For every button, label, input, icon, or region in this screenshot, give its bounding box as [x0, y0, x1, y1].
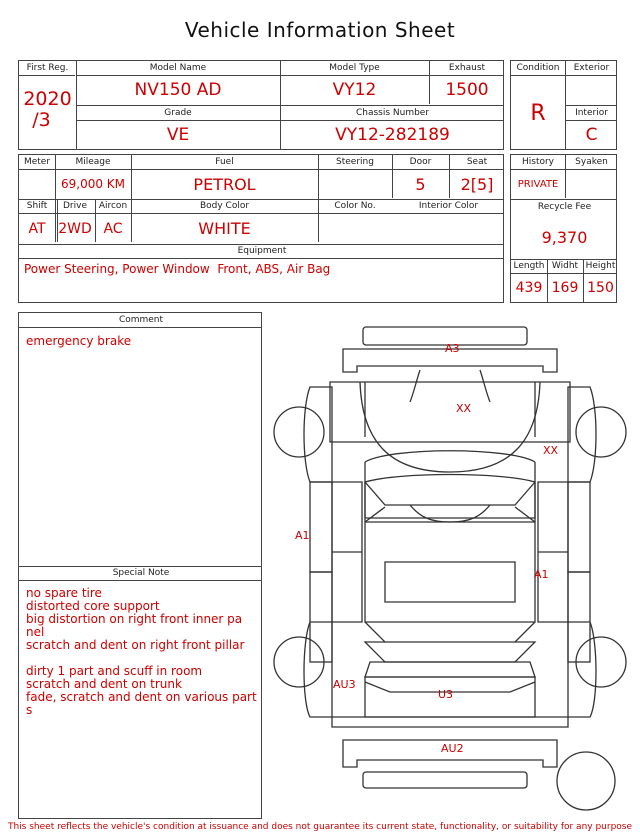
equipment-label: Equipment	[237, 246, 287, 256]
chassis-label: Chassis Number	[355, 107, 430, 118]
mark-front-bumper: A3	[445, 342, 460, 355]
details-table	[18, 154, 504, 303]
interior-grade: C	[585, 125, 598, 145]
body-color: WHITE	[198, 219, 251, 238]
drive-label: Drive	[63, 201, 87, 211]
shift: AT	[28, 220, 46, 237]
recycle-fee-label: Recycle Fee	[537, 202, 592, 212]
special-note-text: no spare tire distorted core support big distortion on right front inner pa nel scratch and dent on right front pillar dirty 1 part and scuff in room scratch and dent on trunk fade, scratch and dent on various part s	[26, 586, 257, 717]
mileage: 69,000 KM	[60, 177, 126, 191]
first-reg-label: First Reg.	[26, 63, 69, 73]
model-type-label: Model Type	[329, 63, 380, 73]
interior-label: Interior	[575, 107, 608, 118]
mark-right-front-fender: XX	[543, 444, 559, 457]
shift-label: Shift	[26, 201, 48, 211]
condition-table	[510, 60, 617, 150]
notes-panel	[18, 312, 262, 819]
height-label: Height	[585, 261, 616, 271]
drive: 2WD	[58, 220, 92, 237]
vehicle-damage-diagram	[270, 322, 630, 822]
comment-label: Comment	[118, 315, 164, 325]
body-color-label: Body Color	[199, 201, 250, 211]
aircon: AC	[103, 220, 123, 237]
mark-hood: XX	[456, 402, 472, 415]
door-count: 5	[415, 174, 426, 194]
comment-text: emergency brake	[26, 334, 132, 348]
syaken-label: Syaken	[575, 157, 608, 167]
recycle-fee: 9,370	[541, 227, 588, 247]
color-no-label: Color No.	[334, 201, 376, 211]
condition-grade: R	[530, 100, 546, 126]
meter-label: Meter	[23, 157, 51, 167]
basic-info-table	[18, 60, 504, 150]
length: 439	[515, 280, 543, 296]
mark-trunk: U3	[438, 688, 454, 701]
first-reg-month: /3	[32, 109, 51, 131]
grade-label: Grade	[164, 107, 192, 118]
width: 169	[551, 280, 579, 296]
steering-label: Steering	[336, 157, 374, 167]
mark-rear-bumper: AU2	[441, 742, 464, 755]
seat-count: 2[5]	[460, 174, 494, 194]
exterior-grade	[565, 75, 618, 105]
length-label: Length	[513, 261, 545, 271]
special-note-label: Special Note	[112, 568, 170, 578]
height: 150	[587, 280, 614, 296]
history-table	[510, 154, 617, 303]
model-name: NV150 AD	[134, 80, 222, 100]
mark-right-side: A1	[534, 568, 549, 581]
disclaimer: This sheet reflects the vehicle's condition at issuance and does not guarantee its current state, functionality, or suitability for any purpose	[7, 822, 633, 832]
fuel: PETROL	[193, 174, 256, 194]
exhaust-label: Exhaust	[448, 63, 486, 73]
mark-left-rear-quarter: AU3	[333, 678, 356, 691]
first-reg-year: 2020	[23, 88, 72, 110]
model-name-label: Model Name	[149, 63, 207, 73]
chassis-number: VY12-282189	[335, 125, 450, 145]
seat-label: Seat	[466, 157, 488, 167]
door-label: Door	[409, 157, 432, 167]
width-label: Widht	[551, 261, 579, 271]
history-label: History	[521, 157, 555, 167]
aircon-label: Aircon	[98, 201, 128, 211]
mileage-label: Mileage	[75, 157, 111, 167]
mark-left-side: A1	[295, 529, 310, 542]
exterior-label: Exterior	[573, 63, 610, 73]
model-type: VY12	[332, 80, 377, 100]
exhaust: 1500	[445, 80, 489, 100]
fuel-label: Fuel	[215, 157, 234, 167]
page-title: Vehicle Information Sheet	[184, 18, 456, 42]
interior-color-label: Interior Color	[418, 201, 479, 211]
grade: VE	[166, 125, 190, 145]
equipment-list: Power Steering, Power Window Front, ABS, Air Bag	[24, 262, 331, 276]
history: PRIVATE	[517, 178, 559, 190]
condition-label: Condition	[516, 63, 560, 73]
